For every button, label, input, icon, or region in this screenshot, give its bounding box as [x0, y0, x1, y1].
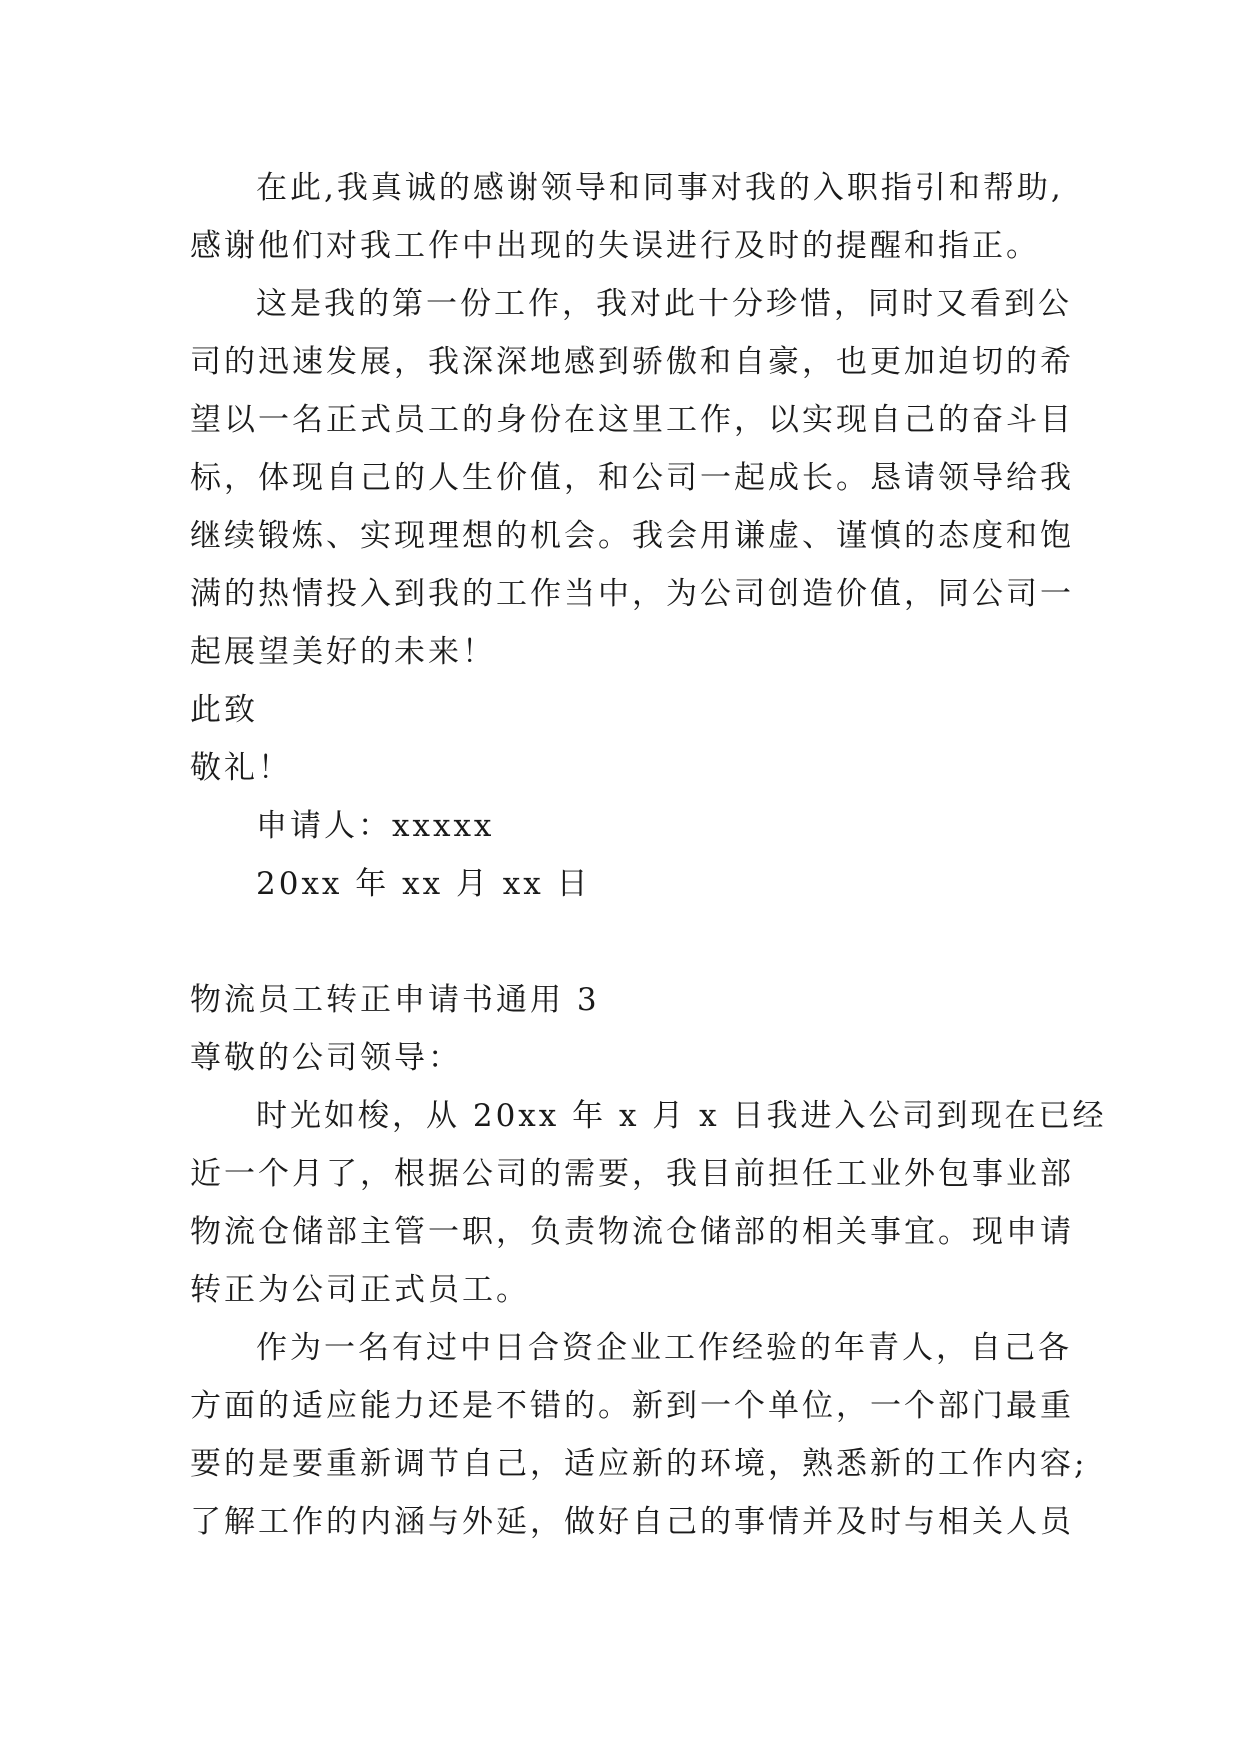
text-line: 望以一名正式员工的身份在这里工作，以实现自己的奋斗目 [190, 402, 1074, 438]
text-line: 继续锻炼、实现理想的机会。我会用谦虚、谨慎的态度和饱 [190, 518, 1074, 554]
text-line: 物流仓储部主管一职，负责物流仓储部的相关事宜。现申请 [190, 1214, 1074, 1250]
text-line: 这是我的第一份工作，我对此十分珍惜，同时又看到公 [256, 286, 1072, 322]
text-line: 满的热情投入到我的工作当中，为公司创造价值，同公司一 [190, 576, 1074, 612]
text-line: 作为一名有过中日合资企业工作经验的年青人，自己各 [256, 1330, 1072, 1366]
closing-line: 此致 [190, 692, 258, 728]
section-title: 物流员工转正申请书通用 3 [190, 982, 600, 1018]
letter-date: 20xx 年 xx 月 xx 日 [256, 866, 591, 902]
text-line: 要的是要重新调节自己，适应新的环境，熟悉新的工作内容; [190, 1446, 1088, 1482]
closing-line: 敬礼！ [190, 750, 292, 786]
applicant-signature: 申请人：xxxxx [256, 808, 495, 844]
text-line: 时光如梭，从 20xx 年 x 月 x 日我进入公司到现在已经 [256, 1098, 1107, 1134]
text-line: 感谢他们对我工作中出现的失误进行及时的提醒和指正。 [190, 228, 1040, 264]
text-line: 起展望美好的未来！ [190, 634, 496, 670]
text-line: 方面的适应能力还是不错的。新到一个单位，一个部门最重 [190, 1388, 1074, 1424]
text-line: 近一个月了，根据公司的需要，我目前担任工业外包事业部 [190, 1156, 1074, 1192]
text-line: 在此,我真诚的感谢领导和同事对我的入职指引和帮助, [256, 170, 1064, 206]
text-line: 了解工作的内涵与外延，做好自己的事情并及时与相关人员 [190, 1504, 1074, 1540]
salutation: 尊敬的公司领导： [190, 1040, 462, 1076]
text-line: 司的迅速发展，我深深地感到骄傲和自豪，也更加迫切的希 [190, 344, 1074, 380]
text-line: 标，体现自己的人生价值，和公司一起成长。恳请领导给我 [190, 460, 1074, 496]
text-line: 转正为公司正式员工。 [190, 1272, 530, 1308]
